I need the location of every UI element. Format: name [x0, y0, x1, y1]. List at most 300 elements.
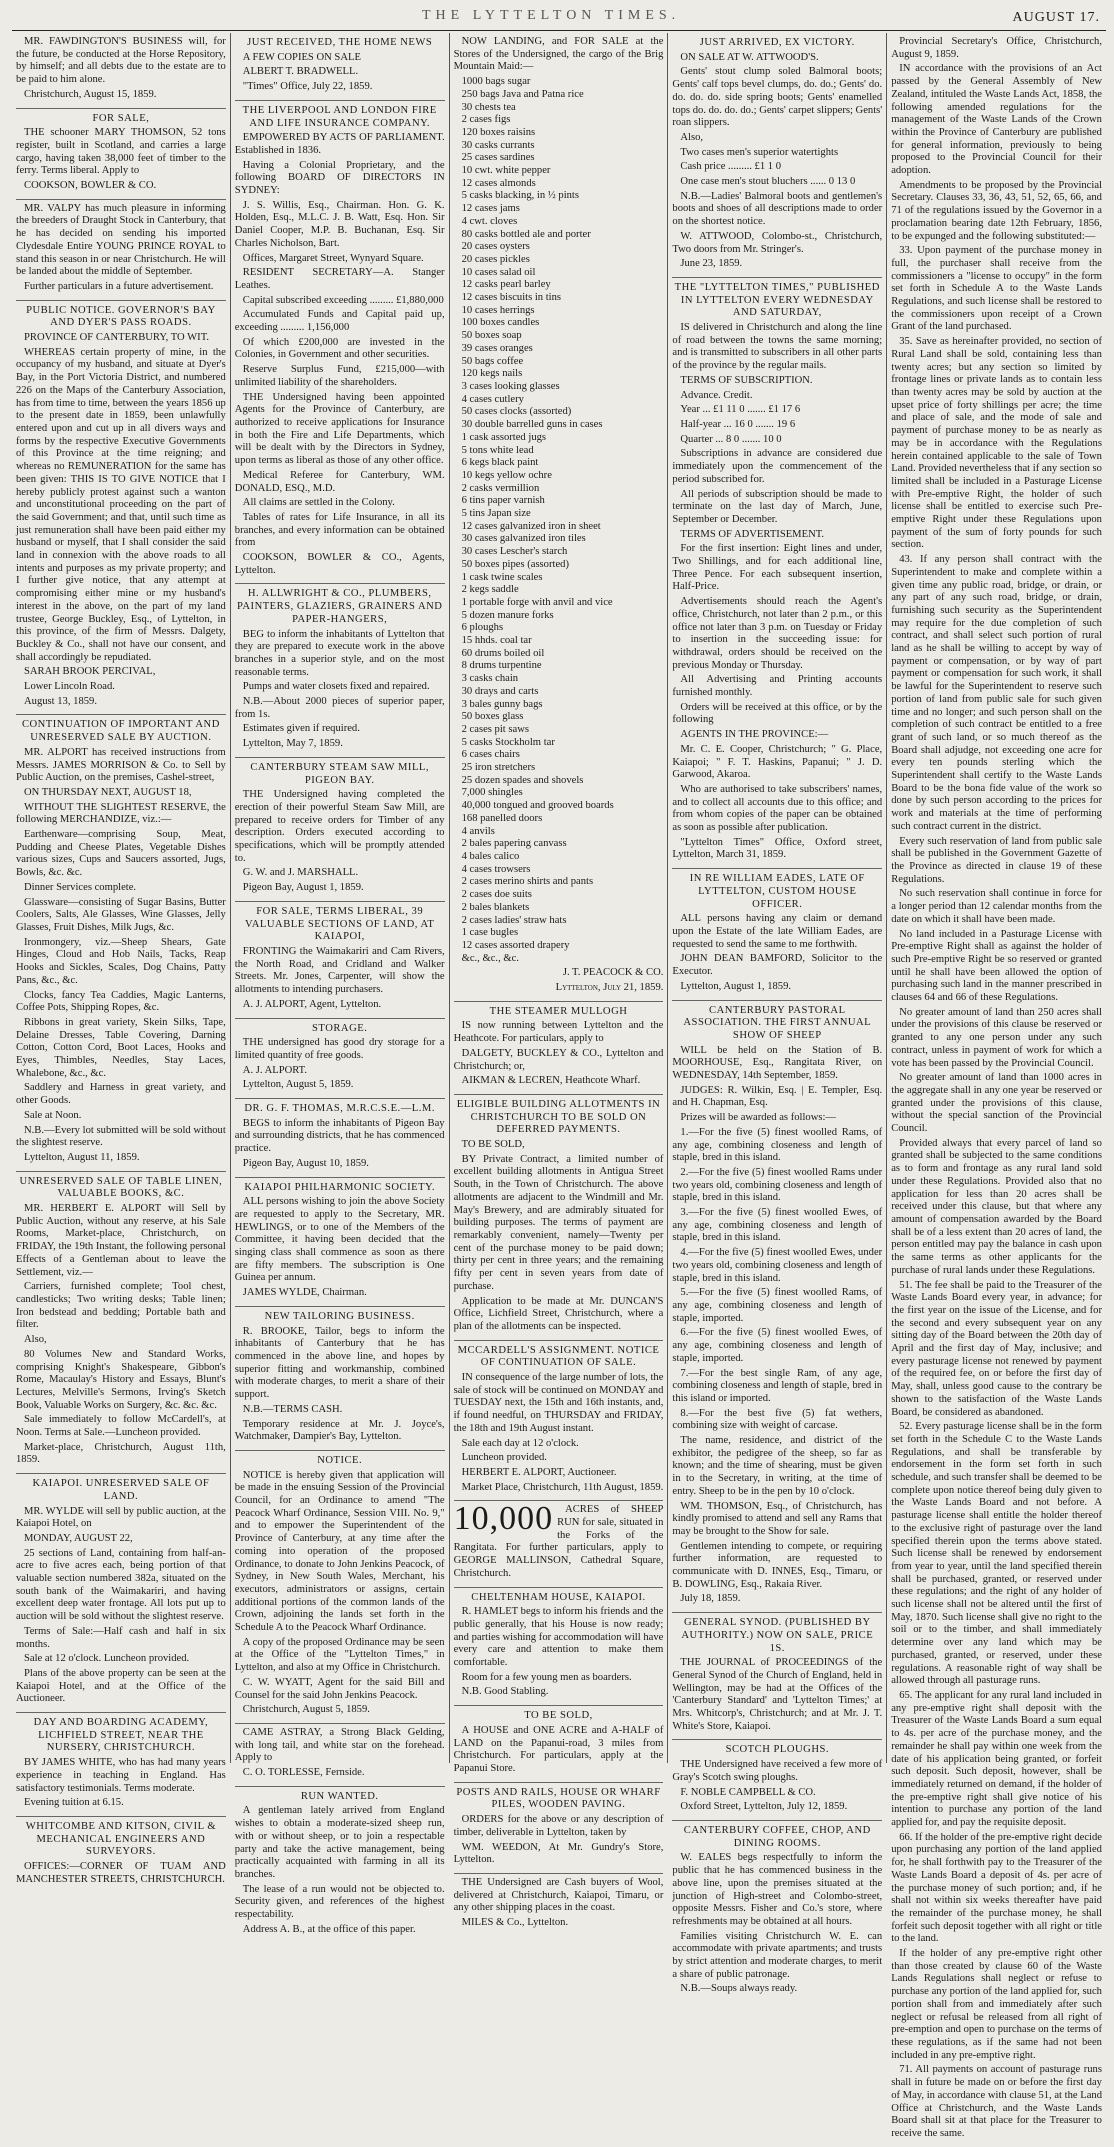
- ad-paragraph: HERBERT E. ALPORT, Auctioneer.: [461, 1466, 617, 1478]
- ad-paragraph: N.B.—About 2000 pieces of superior paper, from 1s.: [234, 696, 445, 720]
- cargo-item: 80 casks bottled ale and porter: [461, 228, 591, 240]
- advertisement: [16, 109, 226, 200]
- ad-paragraph: AGENTS IN THE PROVINCE:—: [680, 729, 829, 741]
- ad-title: KAIAPOI. UNRESERVED SALE OF LAND.: [32, 1478, 210, 1502]
- ad-paragraph: 3.—For the five (5) finest woolled Ewes, of any age, combining closeness and length of staple, bred in this island.: [672, 1207, 883, 1244]
- ad-paragraph: Pigeon Bay, August 10, 1859.: [242, 1157, 369, 1169]
- advertisement: [16, 301, 226, 716]
- ad-paragraph: THE undersigned has good dry storage for a limited quantity of free goods.: [234, 1037, 445, 1061]
- ad-paragraph: C. O. TORLESSE, Fernside.: [242, 1767, 365, 1779]
- advertisement: [16, 200, 226, 301]
- cargo-list: [454, 76, 664, 965]
- ad-paragraph: 80 Volumes New and Standard Works, comprising Knight's Shakespeare, Gibbon's Rome, Macaulay's History and Essays, Blunt's Lectures, Melville's Sermons, Irving's Sketch Book, Valuable Works on Surgery, &c. &c. &c.: [16, 1348, 226, 1411]
- cargo-item: 12 cases galvanized iron in sheet: [461, 520, 601, 532]
- ad-title: H. ALLWRIGHT & CO., PLUMBERS, PAINTERS, GLAZIERS, GRAINERS AND PAPER-HANGERS,: [236, 588, 443, 625]
- ad-paragraph: 35. Save as hereinafter provided, no section of Rural Land shall be sold, containing less than twenty acres; but any section so limited by frontage lines or private lands as to contain less than twenty acres may be sold by auction at the upset price of forty shillings per acre; the time and place of sale, and the mode of sale and payment of purchase money to be as nearly as may be in accordance with the Regulations herein contained applicable to the sale of Town Land. Provided nevertheless that if any section so limited shall be included in a Pasturage License with Pre-emptive Right, the holder of such license shall be entitled to exercise such Pre-emptive Right under these Regulations upon payment of the sum of forty pounds for such section.: [891, 336, 1102, 551]
- ad-paragraph: No greater amount of land than 250 acres shall under the provisions of this clause be reserved or granted to any one person under any such contract, unless in payment of work for which a vote has been passed by the Provincial Council.: [891, 1006, 1102, 1069]
- cargo-item: 4 cwt. cloves: [461, 215, 518, 227]
- cargo-item: 2 cases pit saws: [461, 723, 529, 735]
- ad-paragraph: The lease of a run would not be objected to. Security given, and references of the highest respectability.: [234, 1883, 445, 1921]
- ad-paragraph: R. BROOKE, Tailor, begs to inform the inhabitants of Canterbury that he has commenced in the above line, and hopes by superior fitting and workmanship, combined with moderate charges, to merit a share of their support.: [234, 1325, 445, 1401]
- ad-paragraph: Tables of rates for Life Insurance, in all its branches, and every information can be obtained from: [234, 511, 445, 549]
- ad-title: GENERAL SYNOD. (PUBLISHED BY AUTHORITY.) NOW ON SALE, PRICE 1S.: [681, 1617, 874, 1654]
- ad-paragraph: Dinner Services complete.: [24, 881, 137, 893]
- cargo-item: 50 bags coffee: [461, 355, 524, 367]
- cargo-item: 2 bales blankets: [461, 901, 530, 913]
- advertisement: [16, 1474, 226, 1713]
- cargo-item: 4 cases trowsers: [461, 863, 531, 875]
- cargo-item: 5 tons white lead: [461, 444, 534, 456]
- ad-paragraph: Market Place, Christchurch, 11th August, 1859.: [461, 1481, 664, 1493]
- ad-paragraph: MR. VALPY has much pleasure in informing the breeders of Draught Stock in Canterbury, that he has decided on sending his imported Clydesdale Entire YOUNG PRINCE ROYAL to stand this season in or near Christchurch. He will be landed about the middle of September.: [16, 202, 226, 278]
- ad-paragraph: JOHN DEAN BAMFORD, Solicitor to the Executor.: [672, 953, 883, 978]
- cargo-item: 12 cases assorted drapery: [461, 939, 570, 951]
- ad-paragraph: 25 sections of Land, containing from half-an-acre to five acres each, being portion of that valuable section numbered 382a, situated on the south bank of the Waimakariri, and having excellent deep water frontage. All lots put up to auction will be sold without the slightest reserve.: [16, 1547, 226, 1623]
- ad-title: UNRESERVED SALE OF TABLE LINEN, VALUABLE BOOKS, &C.: [19, 1175, 223, 1200]
- ad-title: WHITCOMBE AND KITSON, CIVIL & MECHANICAL ENGINEERS AND SURVEYORS.: [25, 1821, 217, 1858]
- ad-paragraph: Provided always that every parcel of land so granted shall be subjected to the same conditions as to form and frontage as any rural land sold under these Regulations. Provided also that no application for less than 20 acres shall be received under this clause, but that where any amount of compensation awarded by the Board shall be of a less extent than 20 acres of land, the person entitled may pay the balance in cash upon the same terms as other applicants for the purchase of rural lands under these Regulations.: [891, 1137, 1102, 1276]
- ad-paragraph: Also,: [680, 131, 704, 143]
- cargo-item: 30 cases galvanized iron tiles: [461, 533, 586, 545]
- ad-paragraph: Sale at 12 o'clock. Luncheon provided.: [24, 1653, 190, 1665]
- ad-paragraph: One case men's stout bluchers ...... 0 13 0: [680, 176, 856, 188]
- ad-paragraph: R. HAMLET begs to inform his friends and the public generally, that his House is now ready; and parties wishing for accommodation will have every care and attention to make them comfortable.: [453, 1606, 664, 1669]
- ad-paragraph: Having a Colonial Proprietary, and the following BOARD OF DIRECTORS IN SYDNEY:: [234, 159, 445, 197]
- cargo-item: 50 cases clocks (assorted): [461, 406, 572, 418]
- ad-paragraph: August 13, 1859.: [24, 695, 97, 707]
- paper-title: THE LYTTELTON TIMES.: [422, 8, 681, 23]
- ad-paragraph: Half-year ... 16 0 ....... 19 6: [680, 418, 796, 430]
- ad-title: FOR SALE, TERMS LIBERAL, 39 VALUABLE SECTIONS OF LAND, AT KAIAPOI,: [244, 905, 435, 943]
- cargo-item: 6 ploughs: [461, 622, 504, 634]
- ad-title: SCOTCH PLOUGHS.: [725, 1744, 830, 1756]
- cargo-item: 10 cases herrings: [461, 304, 535, 316]
- cargo-item: 3 casks chain: [461, 673, 519, 685]
- ad-title: MCCARDELL'S ASSIGNMENT. NOTICE OF CONTINUATION OF SALE.: [457, 1344, 660, 1369]
- cargo-item: 2 cases figs: [461, 114, 511, 126]
- ad-title: KAIAPOI PHILHARMONIC SOCIETY.: [244, 1181, 435, 1193]
- advertisement: [672, 33, 882, 278]
- ad-paragraph: AIKMAN & LECREN, Heathcote Wharf.: [461, 1075, 641, 1087]
- cargo-item: 1 cask assorted jugs: [461, 431, 547, 443]
- ad-paragraph: The name, residence, and district of the exhibitor, the pedigree of the sheep, so far as known; and the time of shearing, must be given in to the Secretary, in writing, at the time of entry. Sheep to be in the pen by 10 o'clock.: [672, 1435, 883, 1497]
- ad-paragraph: Ironmongery, viz.—Sheep Shears, Gate Hinges, Cloud and Hob Nails, Tacks, Reap Hooks and Sickles, Scales, Dog Chains, Patty Pans, &c., &c.: [16, 936, 226, 986]
- cargo-item: 40,000 tongued and grooved boards: [461, 800, 614, 812]
- ad-paragraph: COOKSON, BOWLER & CO., Agents, Lyttelton.: [234, 552, 445, 576]
- ad-paragraph: Address A. B., at the office of this paper.: [242, 1923, 416, 1935]
- advertisement: [16, 1172, 226, 1474]
- ad-paragraph: Christchurch, August 15, 1859.: [24, 88, 157, 100]
- cargo-item: 20 cases oysters: [461, 241, 530, 253]
- ad-paragraph: Earthenware—comprising Soup, Meat, Pudding and Cheese Plates, Vegetable Dishes various sizes, Cups and Saucers assorted, Jugs, Bowls, &c. &c.: [16, 829, 226, 879]
- ad-paragraph: N.B.—Every lot submitted will be sold without the slightest reserve.: [16, 1124, 226, 1149]
- ad-paragraph: ALBERT T. BRADWELL.: [242, 66, 359, 78]
- ad-paragraph: Lyttelton, August 5, 1859.: [242, 1079, 354, 1091]
- advertisement: [672, 1740, 882, 1821]
- ad-paragraph: 1.—For the five (5) finest woolled Rams, of any age, combining closeness and length of staple, bred in this island.: [672, 1126, 883, 1164]
- ad-paragraph: No greater amount of land than 1000 acres in the aggregate shall in any one year be reserved or granted under the provisions of this clause, without the special sanction of the Provincial Council.: [891, 1072, 1102, 1135]
- ad-paragraph: Carriers, furnished complete; Tool chest, candlesticks; Two writing desks; Table linen; Iron bedstead and bedding; Portable bath and filter.: [16, 1281, 226, 1331]
- advertisement: [235, 1307, 445, 1451]
- ad-paragraph: For the first insertion: Eight lines and under, Two Shillings, and for each additional line, Three Pence. For each subsequent insertion, Half-Price.: [672, 543, 883, 593]
- ad-paragraph: BEG to inform the inhabitants of Lyttelton that they are prepared to execute work in the above branches in a superior style, and on the most reasonable terms.: [234, 628, 445, 678]
- cargo-item: 50 boxes glass: [461, 711, 524, 723]
- ad-paragraph: BEGS to inform the inhabitants of Pigeon Bay and surrounding districts, that he has commenced practice.: [234, 1117, 445, 1155]
- ad-paragraph: Two cases men's superior watertights: [680, 146, 839, 158]
- ad-paragraph: Of which £200,000 are invested in the Colonies, in Government and other securities.: [234, 336, 445, 361]
- ad-title: NEW TAILORING BUSINESS.: [264, 1310, 415, 1322]
- advertisement: [235, 902, 445, 1019]
- ad-paragraph: MILES & Co., Lyttelton.: [461, 1917, 569, 1929]
- ad-paragraph: Families visiting Christchurch W. E. can accommodate with private apartments; and trusts by strict attention and moderate charges, to merit a share of public patronage.: [672, 1930, 883, 1980]
- ad-paragraph: N.B. Good Stabling.: [461, 1686, 549, 1698]
- ad-title: STORAGE.: [312, 1022, 368, 1034]
- advertisement: [672, 1001, 882, 1614]
- cargo-item: 2 cases doe suits: [461, 889, 532, 901]
- ad-paragraph: Reserve Surplus Fund, £215,000—with unlimited liability of the shareholders.: [234, 364, 445, 388]
- cargo-item: 5 casks Stockholm tar: [461, 736, 555, 748]
- ad-title: RUN WANTED.: [300, 1790, 379, 1802]
- ad-paragraph: BY Private Contract, a limited number of excellent building allotments in Antigua Street South, in the Town of Christchurch. The above allotments are adjacent to the Windmill and Mr. May's Brewery, and are admirably situated for building purposes. The terms of payment are remarkably convenient, namely—Twenty per cent of the purchase money to be paid down; thirty per cent in three years; and the remaining fifty per cent in seven years from date of purchase.: [453, 1153, 664, 1292]
- ad-paragraph: Advance. Credit.: [680, 389, 753, 401]
- ad-title: TO BE SOLD,: [524, 1710, 593, 1722]
- ad-paragraph: A copy of the proposed Ordinance may be seen at the Office of the "Lyttelton Times," in Lyttelton, and also at my Office in Christchurch.: [234, 1636, 445, 1674]
- ad-paragraph: OFFICES:—CORNER OF TUAM AND MANCHESTER STREETS, CHRISTCHURCH.: [16, 1861, 226, 1885]
- ad-paragraph: Who are authorised to take subscribers' names, and to collect all accounts due to this office; and from whom copies of the paper can be obtained as soon as possible after publication.: [672, 783, 883, 834]
- cargo-item: 5 tins Japan size: [461, 508, 531, 520]
- ad-paragraph: If the holder of any pre-emptive right other than those created by clause 60 of the Waste Lands Regulations shall neglect or refuse to purchase any portion of the land applied for, such portion shall from and immediately after such neglect or refusal be released from all right of pre-emption and open to purchase on the terms of these regulations, as if the same had not been included in any pre-emptive right.: [891, 1948, 1102, 2061]
- ad-paragraph: ALL persons having any claim or demand upon the Estate of the late William Eades, are requested to send the same to me forthwith.: [672, 913, 883, 950]
- ad-paragraph: Ribbons in great variety, Skein Silks, Tape, Delaine Dresses, Table Covering, Darning Cotton, Cotton Cord, Boot Laces, Hooks and Eyes, Thimbles, Needles, Stay Laces, Whalebone, &c., &c.: [16, 1016, 226, 1079]
- ad-paragraph: N.B.—Ladies' Balmoral boots and gentlemen's boots and shoes of all descriptions made to order on the shortest notice.: [672, 190, 883, 228]
- ad-paragraph: BY JAMES WHITE, who has had many years experience in teaching in England. Has satisfactory testimonials. Terms moderate.: [16, 1757, 226, 1794]
- ad-paragraph: Oxford Street, Lyttelton, July 12, 1859.: [680, 1801, 848, 1813]
- cargo-item: 6 kegs black paint: [461, 457, 539, 469]
- cargo-item: 100 boxes candles: [461, 317, 540, 329]
- ad-paragraph: TERMS OF ADVERTISEMENT.: [680, 528, 825, 540]
- ad-paragraph: All claims are settled in the Colony.: [242, 497, 395, 509]
- cargo-item: 25 cases sardines: [461, 152, 535, 164]
- ad-paragraph: MR. ALPORT has received instructions from Messrs. JAMES MORRISON & Co. to Sell by Public Auction, on the premises, Cashel-street,: [16, 746, 226, 784]
- ad-paragraph: Room for a few young men as boarders.: [461, 1671, 632, 1683]
- ad-paragraph: TO BE SOLD,: [461, 1139, 525, 1151]
- advertisement: [235, 1724, 445, 1787]
- ad-paragraph: EMPOWERED BY ACTS OF PARLIAMENT. Established in 1836.: [234, 132, 445, 156]
- cargo-item: 1 case bugles: [461, 927, 519, 939]
- ad-paragraph: JUDGES: R. Wilkin, Esq. | E. Templer, Esq. and H. Chapman, Esq.: [672, 1084, 883, 1109]
- ad-paragraph: Orders will be received at this office, or by the following: [672, 701, 883, 726]
- ad-paragraph: A gentleman lately arrived from England wishes to obtain a moderate-sized sheep run, with or without sheep, or to join a respectable party and take the active management, being practically acquainted with farming in all its branches.: [234, 1805, 445, 1880]
- masthead: [12, 4, 1106, 31]
- ad-paragraph: Provincial Secretary's Office, Christchurch, August 9, 1859.: [891, 36, 1102, 60]
- ad-paragraph: CAME ASTRAY, a Strong Black Gelding, with long tail, and white star on the forehead. Apply to: [234, 1726, 445, 1764]
- cargo-item: 4 cases cutlery: [461, 393, 524, 405]
- ad-title: THE LIVERPOOL AND LONDON FIRE AND LIFE INSURANCE COMPANY.: [242, 104, 437, 129]
- advertisement: [235, 584, 445, 757]
- column-4: [668, 33, 887, 1995]
- advertisement: [235, 758, 445, 902]
- advertisement: [16, 1817, 226, 1893]
- advertisement: [235, 1451, 445, 1724]
- advertisement: [454, 1874, 664, 1936]
- ad-title: IN RE WILLIAM EADES, LATE OF LYTTELTON, CUSTOM HOUSE OFFICER.: [689, 873, 865, 910]
- ad-paragraph: Further particulars in a future advertisement.: [24, 280, 214, 292]
- ad-paragraph: "Times" Office, July 22, 1859.: [242, 81, 373, 93]
- ad-paragraph: IN accordance with the provisions of an Act passed by the General Assembly of New Zealand, intituled the Waste Lands Act, 1858, the following amended regulations for the management of the Waste Lands of the Crown within the Province of Canterbury are published for general information, previously to being proposed to the Provincial Council for their adoption.: [891, 63, 1102, 177]
- advertisement: [235, 1787, 445, 1943]
- ad-paragraph: DALGETY, BUCKLEY & CO., Lyttelton and Christchurch; or,: [453, 1047, 664, 1072]
- cargo-item: 2 cases merino shirts and pants: [461, 876, 594, 888]
- column-3: [450, 33, 669, 1929]
- cargo-item: 12 casks pearl barley: [461, 279, 551, 291]
- ad-paragraph: Terms of Sale:—Half cash and half in six months.: [16, 1625, 226, 1650]
- ad-paragraph: Market-place, Christchurch, August 11th, 1859.: [16, 1441, 226, 1466]
- ad-paragraph: WHEREAS certain property of mine, in the occupancy of my husband, and situate at Dyer's Bay, in the Port Victoria District, and numbered 226 on the Maps of the Canterbury Association, has from time to time, between the years 1856 up to the present date in 1859, been unlawfully entered upon and cut up in all divers ways and forms by the respective Executive Governments of this Province at the time reigning; and whereas no REMUNERATION for the same has been given: THIS IS TO GIVE NOTICE that I hereby publicly protest against such a wanton and unconstitutional proceeding on the part of the said Government; and that, until such time as just remuneration shall have been paid either my husband or myself, that I shall consider the said land in connexion with the above roads to all intents and purposes as my private property; and I further give notice, that any attempt at compromising either mine or my husband's interest in the above, on the part of my land trustee, George Buckley, Esq., of Lyttelton, in this province, of the firm of Messrs. Dalgety, Buckley & Co., shall not have our consent, and shall accordingly be repudiated.: [16, 346, 226, 663]
- advertisement: [891, 33, 1102, 2147]
- cargo-item: 5 dozen manure forks: [461, 609, 554, 621]
- ad-paragraph: 52. Every pasturage license shall be in the form set forth in the Schedule C to the Waste Lands Regulations, and shall be transferable by endorsement in the form set forth in such schedule, and such transfer shall be deemed to be complete upon notice thereof being duly given to the Waste Lands Board and not before. A pasturage license shall entitle the holder thereof to the exclusive right of pasturage over the land specified therein upon the terms above stated. Such license shall be renewed by endorsement from year to year, until the land specified therein shall be purchased, granted, or reserved under these regulations; and the right of any holder of such license shall not be altered until the first of May, 1870. Such license shall give no right to the soil or to the timber, and shall immediately determine over any land which may be purchased, granted, or reserved, under these regulations. A reasonable right of way shall be allowed through all pasturage runs.: [891, 1421, 1102, 1687]
- ad-paragraph: Lyttelton, August 1, 1859.: [680, 980, 792, 992]
- cargo-item: 20 cases pickles: [461, 253, 530, 265]
- ad-paragraph: July 18, 1859.: [680, 1593, 741, 1605]
- cargo-item: 2 bales papering canvass: [461, 838, 567, 850]
- ad-paragraph: Evening tuition at 6.15.: [24, 1797, 124, 1809]
- ad-paragraph: Pigeon Bay, August 1, 1859.: [242, 882, 364, 894]
- cargo-item: 15 hhds. coal tar: [461, 635, 532, 647]
- column-1: [12, 33, 231, 1885]
- ad-paragraph: Every such reservation of land from public sale shall be published in the Government Gazette of the Province as directed in clause 19 of these Regulations.: [891, 835, 1102, 885]
- cargo-item: 25 iron stretchers: [461, 762, 536, 774]
- ad-paragraph: THE Undersigned having completed the erection of their powerful Steam Saw Mill, are prepared to receive orders for Timber of any description. Orders executed according to specifications, which will be promptly attended to.: [234, 789, 445, 864]
- ad-paragraph: Estimates given if required.: [242, 723, 360, 735]
- ad-paragraph: All Advertising and Printing accounts furnished monthly.: [672, 674, 883, 699]
- advertisement: [235, 1019, 445, 1100]
- cargo-item: 30 chests tea: [461, 101, 516, 113]
- advertisement: [454, 1783, 664, 1874]
- ad-paragraph: Lyttelton, May 7, 1859.: [242, 738, 343, 750]
- ad-paragraph: 7.—For the best single Ram, of any age, combining closeness and length of staple, bred in this island or imported.: [672, 1367, 883, 1404]
- ad-paragraph: Sale immediately to follow McCardell's, at Noon. Terms at Sale.—Luncheon provided.: [16, 1414, 226, 1439]
- ad-paragraph: 51. The fee shall be paid to the Treasurer of the Waste Lands Board every year, in advance; for the first year on the issue of the License, and for the second and every subsequent year on any sitting day of the Board between the 20th day of April and the first day of May, inclusive; and every pasturage license not renewed by payment of the required fee, on or before the first day of May, shall, unless good cause to the contrary be shown to the satisfaction of the Waste Lands Board, be considered as abandoned.: [891, 1279, 1102, 1418]
- cargo-item: 39 cases oranges: [461, 342, 533, 354]
- ad-paragraph: THE Undersigned have received a few more of Gray's Scotch swing ploughs.: [672, 1759, 883, 1783]
- ad-paragraph: ORDERS for the above or any description of timber, deliverable in Lyttelton, taken by: [453, 1814, 664, 1838]
- ad-title: JUST RECEIVED, THE HOME NEWS: [247, 37, 433, 48]
- ad-paragraph: Medical Referee for Canterbury, WM. DONALD, ESQ., M.D.: [234, 469, 445, 494]
- ad-paragraph: THE Undersigned having been appointed Agents for the Province of Canterbury, are authorized to receive applications for Insurance in both the Fire and Life Departments, which will be dealt with by the Directors in Sydney, upon terms as liberal as those of any other office.: [234, 391, 445, 467]
- advertisement: [16, 33, 226, 109]
- ad-paragraph: COOKSON, BOWLER & CO.: [24, 180, 157, 192]
- ad-title: CANTERBURY PASTORAL ASSOCIATION. THE FIRST ANNUAL SHOW OF SHEEP: [683, 1004, 872, 1041]
- ad-paragraph: Glassware—consisting of Sugar Basins, Butter Coolers, Salts, Ale Glasses, Wine Glasses, Jelly Glasses, Fruit Dishes, Milk Jugs, &c.: [16, 896, 226, 933]
- advertisement: [454, 1095, 664, 1341]
- ad-paragraph: THE Undersigned are Cash buyers of Wool, delivered at Christchurch, Kaiapoi, Timaru, or any other shipping places in the coast.: [453, 1876, 664, 1914]
- ad-title: NOTICE.: [317, 1454, 363, 1466]
- advertisement: [672, 1613, 882, 1740]
- cargo-item: 30 cases Lescher's starch: [461, 546, 568, 558]
- ad-paragraph: WITHOUT THE SLIGHTEST RESERVE, the following MERCHANDIZE, viz.:—: [16, 801, 226, 826]
- ad-paragraph: 71. All payments on account of pasturage runs shall in future be made on or before the first day of May, in accordance with clause 51, at the Land Office at Christchurch, and the Waste Lands Board shall sit at that place for the Treasurer to receive the same.: [891, 2064, 1102, 2139]
- ad-paragraph: A. J. ALPORT.: [242, 1064, 308, 1076]
- ad-title: DR. G. F. THOMAS, M.R.C.S.E.—L.M.: [244, 1103, 435, 1115]
- cargo-item: 1000 bags sugar: [461, 76, 531, 88]
- advertisement: [672, 1821, 882, 2002]
- ad-title: CHELTENHAM HOUSE, KAIAPOI.: [471, 1591, 646, 1603]
- cargo-item: 3 bales gunny bags: [461, 698, 543, 710]
- ad-paragraph: A. J. ALPORT, Agent, Lyttelton.: [242, 998, 382, 1010]
- cargo-item: 1 portable forge with anvil and vice: [461, 596, 613, 608]
- cargo-item: 12 cases almonds: [461, 177, 536, 189]
- ad-paragraph: No such reservation shall continue in force for a longer period than 12 calendar months from the date on which it shall have been made.: [891, 888, 1102, 925]
- ad-paragraph: JAMES WYLDE, Chairman.: [242, 1287, 367, 1299]
- ad-paragraph: Capital subscribed exceeding ......... £1,880,000: [242, 294, 444, 306]
- ad-title: CANTERBURY STEAM SAW MILL, PIGEON BAY.: [250, 761, 430, 786]
- cargo-item: 30 drays and carts: [461, 685, 539, 697]
- ad-paragraph: ALL persons wishing to join the above Society are requested to apply to the Secretary, MR. HEWLINGS, or to one of the Members of the Committee, it having been decided that the singing class shall commence as soon as there are fifty members. The subscription is One Guinea per annum.: [234, 1196, 445, 1284]
- ad-title: JUST ARRIVED, EX VICTORY.: [699, 37, 855, 48]
- cargo-item: 5 casks blacking, in ½ pints: [461, 190, 579, 202]
- ad-paragraph: MR. FAWDINGTON'S BUSINESS will, for the future, be conducted at the Horse Repository, by himself; and all debts due to the estate are to be paid to him alone.: [16, 36, 226, 86]
- cargo-item: 2 kegs saddle: [461, 584, 519, 596]
- cargo-item: 250 bags Java and Patna rice: [461, 88, 584, 100]
- cargo-item: 6 cases chairs: [461, 749, 520, 761]
- cargo-item: 8 drums turpentine: [461, 660, 542, 672]
- ad-paragraph: RESIDENT SECRETARY—A. Stanger Leathes.: [234, 267, 445, 291]
- ad-paragraph: C. W. WYATT, Agent for the said Bill and Counsel for the said John Jenkins Peacock.: [234, 1676, 445, 1701]
- ad-paragraph: 6.—For the five (5) finest woolled Ewes, of any age, combining closeness and length of staple, imported.: [672, 1327, 883, 1364]
- ad-paragraph: J. S. Willis, Esq., Chairman. Hon. G. K. Holden, Esq., M.L.C. J. B. Watt, Esq. Hon. Sir Daniel Cooper, M.P. B. Buchanan, Esq. Sir Charles Nicholson, Bart.: [234, 199, 445, 249]
- ad-paragraph: Sale at Noon.: [24, 1109, 82, 1121]
- ad-paragraph: NOW LANDING, and FOR SALE at the Stores of the Undersigned, the cargo of the Brig Mountain Maid:—: [453, 36, 664, 73]
- ad-title: THE STEAMER MULLOGH: [489, 1005, 628, 1017]
- cargo-item: 4 bales calico: [461, 851, 520, 862]
- issue-date: AUGUST 17.: [1012, 10, 1100, 25]
- ad-paragraph: 2.—For the five (5) finest woolled Rams under two years old, combining closeness and length of staple, bred in this island.: [672, 1166, 883, 1204]
- cargo-item: 7,000 shingles: [461, 787, 523, 799]
- ad-paragraph: Gentlemen intending to compete, or requiring further information, are requested to communicate with D. INNES, Esq., Timaru, or B. DOWLING, Esq., Rakaia River.: [672, 1540, 883, 1590]
- ad-paragraph: Year ... £1 11 0 ....... £1 17 6: [680, 404, 801, 416]
- ad-paragraph: THE schooner MARY THOMSON, 52 tons register, built in Scotland, and carries a large cargo, having taken 38,000 feet of timber to the ferry. Terms liberal. Apply to: [16, 127, 226, 177]
- ad-paragraph: Saddlery and Harness in great variety, and other Goods.: [16, 1082, 226, 1107]
- ad-paragraph: A HOUSE and ONE ACRE and A-HALF of LAND on the Papanui-road, 3 miles from Christchurch. For particulars, apply at the Papanui Store.: [453, 1724, 664, 1774]
- ad-paragraph: WILL be held on the Station of B. MOORHOUSE, Esq., Rangitata River, on WEDNESDAY, 14th September, 1859.: [672, 1044, 883, 1082]
- ad-title: FOR SALE,: [92, 112, 150, 124]
- ad-paragraph: Subscriptions in advance are considered due immediately upon the commencement of the period subscribed for.: [672, 448, 883, 485]
- ad-paragraph: SARAH BROOK PERCIVAL,: [24, 666, 156, 678]
- cargo-item: 4 anvils: [461, 825, 495, 837]
- ad-paragraph: Offices, Margaret Street, Wynyard Square.: [242, 252, 424, 264]
- ad-paragraph: Mr. C. E. Cooper, Christchurch; " G. Place, Kaiapoi; " F. T. Haskins, Papanui; " J. D. Garwood, Akaroa.: [672, 743, 883, 781]
- advertisement: [454, 1588, 664, 1707]
- ad-paragraph: Advertisements should reach the Agent's office, Christchurch, not later than 2 p.m., or this office not later than 3 p.m. on Tuesday or Friday to insertion in the succeeding issue: for withdrawal, orders should be received on the previous Monday or Thursday.: [672, 596, 883, 671]
- cargo-item: 50 boxes pipes (assorted): [461, 558, 569, 570]
- advertisement: [454, 1341, 664, 1502]
- ad-large-number: 10,000: [453, 1500, 554, 1538]
- ad-paragraph: Christchurch, August 5, 1859.: [242, 1704, 370, 1716]
- ad-paragraph: Clocks, fancy Tea Caddies, Magic Lanterns, Coffee Pots, Shipping Ropes, &c.: [16, 989, 226, 1014]
- cargo-item: 12 cases biscuits in tins: [461, 292, 562, 304]
- ad-paragraph: 43. If any person shall contract with the Superintendent to make and complete within a given time any public road, bridge, or drain, or any part of any such road, bridge, or drain, furnishing such security as the Superintendent may require for the due completion of such contract, and shall select such portion of rural land as he shall be willing to accept by way of payment or compensation, or by way of part payment or compensation for such work, it shall be lawful for the Superintendent to reserve such portion of land from public sale for such given time and no longer; and such person shall on the completion of such contract be entitled to a free grant of such land, or so much thereof as the Board shall adjudge, not exceeding one acre for every ten pounds sterling which the Superintendent shall certify to the Waste Lands Board to be the bona fide value of the work so done by such person according to the prices for work and materials at the time of performing such contract current in the district.: [891, 554, 1102, 832]
- ad-paragraph: Sale each day at 12 o'clock.: [461, 1437, 579, 1449]
- ad-paragraph: Quarter ... 8 0 ....... 10 0: [680, 433, 782, 445]
- ad-paragraph: NOTICE is hereby given that application will be made in the ensuing Session of the Provincial Council, for an Ordinance to amend "The Peacock Wharf Ordinance, Session VIII. No. 9," and to empower the Superintendent of the Province of Canterbury, at any time after the coming into operation of the proposed Ordinance, to donate to John Jenkins Peacock, of Sydney, in New South Wales, Merchant, his executors, administrators or assigns, certain additional portions of the common lands of the Crown, adjoining the lands set forth in the Schedule A to the Peacock Wharf Ordinance.: [234, 1469, 445, 1634]
- advertisement: [235, 1099, 445, 1178]
- column-2: [231, 33, 450, 1935]
- cargo-item: 10 cases salad oil: [461, 266, 536, 278]
- ad-title: ELIGIBLE BUILDING ALLOTMENTS IN CHRISTCHURCH TO BE SOLD ON DEFERRED PAYMENTS.: [456, 1098, 661, 1136]
- ad-paragraph: IS now running between Lyttelton and the Heathcote. For particulars, apply to: [453, 1020, 664, 1045]
- cargo-item: &c., &c., &c.: [461, 952, 519, 964]
- ad-signoff: Lyttelton, July 21, 1859.: [555, 982, 664, 994]
- ad-paragraph: Temporary residence at Mr. J. Joyce's, Watchmaker, Dampier's Bay, Lyttelton.: [234, 1418, 445, 1443]
- cargo-item: 168 panelled doors: [461, 812, 543, 824]
- cargo-item: 120 boxes raisins: [461, 126, 536, 138]
- ad-paragraph: Gents' stout clump soled Balmoral boots; Gents' calf tops bevel clumps, do. do.; Gents' do. do. do. do. side spring boots; Gents' enamelled tops do. do. do. do.; Gents' carpet slippers; Gents' roan slippers.: [672, 66, 883, 129]
- advertisement: [672, 278, 882, 869]
- cargo-item: 30 double barrelled guns in cases: [461, 419, 603, 431]
- columns: [12, 33, 1106, 2139]
- ad-paragraph: Luncheon provided.: [461, 1452, 547, 1464]
- cargo-item: 3 cases looking glasses: [461, 380, 560, 392]
- ad-paragraph: Application to be made at Mr. DUNCAN'S Office, Lichfield Street, Christchurch, where a plan of the allotments can be inspected.: [453, 1295, 664, 1332]
- advertisement: [235, 101, 445, 585]
- ad-paragraph: MONDAY, AUGUST 22,: [24, 1532, 133, 1544]
- cargo-item: 50 boxes soap: [461, 330, 522, 342]
- ad-paragraph: A FEW COPIES ON SALE: [242, 51, 361, 63]
- advertisement: [454, 33, 664, 1002]
- ad-paragraph: Also,: [24, 1334, 47, 1346]
- ad-paragraph: W. ATTWOOD, Colombo-st., Christchurch, Two doors from Mr. Stringer's.: [672, 230, 883, 255]
- ad-paragraph: TERMS OF SUBSCRIPTION.: [680, 374, 813, 386]
- ad-paragraph: "Lyttelton Times" Office, Oxford street, Lyttelton, March 31, 1859.: [672, 836, 883, 861]
- ad-paragraph: No land included in a Pasturage License with Pre-emptive Right shall as against the holder of such Pre-emptive Right be so reserved or granted until he shall have been allowed the option of purchasing such land in the manner prescribed in clauses 64 and 66 of these Regulations.: [891, 928, 1102, 1004]
- ad-paragraph: ON THURSDAY NEXT, AUGUST 18,: [24, 786, 192, 798]
- ad-paragraph: THE JOURNAL of PROCEEDINGS of the General Synod of the Church of England, held in Wellington, may be had at the Offices of the 'Canterbury Standard' and 'Lyttelton Times;' at Mrs. Whitcorp's, Christchurch; and at Mr. J. T. White's Store, Kaiapoi.: [672, 1657, 883, 1732]
- cargo-item: 10 cwt. white pepper: [461, 165, 551, 177]
- ad-paragraph: 33. Upon payment of the purchase money in full, the purchaser shall receive from the commissioners a "license to occupy" in the form set forth in Schedule A to the Waste Lands Regulations, and such license shall be restored to the commissioners upon receipt of a Crown Grant of the land purchased.: [891, 245, 1102, 333]
- ad-paragraph: IN consequence of the large number of lots, the sale of stock will be continued on MONDAY and TUESDAY next, the 15th and 16th instants, and, if found needful, on THURSDAY and FRIDAY, the 18th and 19th August instant.: [453, 1372, 664, 1434]
- ad-title: DAY AND BOARDING ACADEMY, LICHFIELD STREET, NEAR THE NURSERY, CHRISTCHURCH.: [33, 1717, 209, 1754]
- ad-paragraph: 65. The applicant for any rural land included in any pre-emptive right shall deposit with the Treasurer of the Waste Lands Board a sum equal to 4s. per acre of the purchase money, and the remainder he shall pay within one week from the date of his application being granted, or forfeit such deposit. Such deposit, however, shall be immediately returned on demand, if the holder of the pre-emptive right shall give notice of his intention to purchase any portion of the land applied for, and pay the requisite deposit.: [891, 1690, 1102, 1829]
- ad-paragraph: 66. If the holder of the pre-emptive right decide upon purchasing any portion of the land applied for, he shall forthwith pay to the Treasurer of the Waste Lands Board a deposit of 4s. per acre of the purchase money of such portion; and, if he shall not within six weeks thereafter have paid the remainder of the purchase money, he shall forfeit such deposit together with all right or title to the land.: [891, 1831, 1102, 1945]
- ad-paragraph: June 23, 1859.: [680, 258, 743, 270]
- ad-paragraph: Prizes will be awarded as follows:—: [680, 1112, 837, 1124]
- ad-paragraph: MR. HERBERT E. ALPORT will Sell by Public Auction, without any reserve, at his Sale Rooms, Market-place, Christchurch, on FRIDAY, the 19th Instant, the following personal Effects of a Gentleman about to leave the Settlement, viz.—: [16, 1203, 226, 1278]
- ad-paragraph: 8.—For the best five (5) fat wethers, combining size with weight of carcase.: [672, 1407, 883, 1432]
- advertisement: [454, 1706, 664, 1783]
- ad-paragraph: Accumulated Funds and Capital paid up, exceeding ......... 1,156,000: [234, 309, 445, 334]
- cargo-item: 12 cases jams: [461, 203, 520, 215]
- advertisement: [454, 1501, 664, 1587]
- ad-paragraph: ON SALE AT W. ATTWOOD'S.: [680, 51, 819, 63]
- cargo-item: 1 cask twine scales: [461, 571, 543, 583]
- cargo-item: 10 kegs yellow ochre: [461, 469, 552, 481]
- cargo-item: 60 drums boiled oil: [461, 647, 545, 659]
- advertisement: [454, 1002, 664, 1095]
- ad-paragraph: Lyttelton, August 11, 1859.: [24, 1151, 140, 1163]
- column-5: [887, 33, 1106, 2139]
- ad-paragraph: N.B.—Soups always ready.: [680, 1983, 798, 1995]
- ad-paragraph: Amendments to be proposed by the Provincial Secretary. Clauses 33, 36, 43, 51, 52, 65, 66, and 71 of the regulations issued by the Governor in a proclamation bearing date 12th February, 1856, to be expunged and the following substituted:—: [891, 179, 1102, 242]
- cargo-item: 2 casks vermillion: [461, 482, 540, 494]
- advertisement: [235, 33, 445, 101]
- ad-paragraph: N.B.—TERMS CASH.: [242, 1403, 343, 1415]
- cargo-item: 25 dozen spades and shovels: [461, 774, 584, 786]
- ad-paragraph: 4.—For the five (5) finest woolled Ewes, under two years old, combining closeness and length of staple, bred in this island.: [672, 1247, 883, 1284]
- ad-title: PUBLIC NOTICE. GOVERNOR'S BAY AND DYER'S PASS ROADS.: [26, 304, 216, 329]
- ad-paragraph: IS delivered in Christchurch and along the line of road between the towns the same morning; and is transmitted to subscribers in all other parts of the province by the regular mails.: [672, 322, 883, 372]
- ad-paragraph: PROVINCE OF CANTERBURY, TO WIT.: [24, 332, 210, 344]
